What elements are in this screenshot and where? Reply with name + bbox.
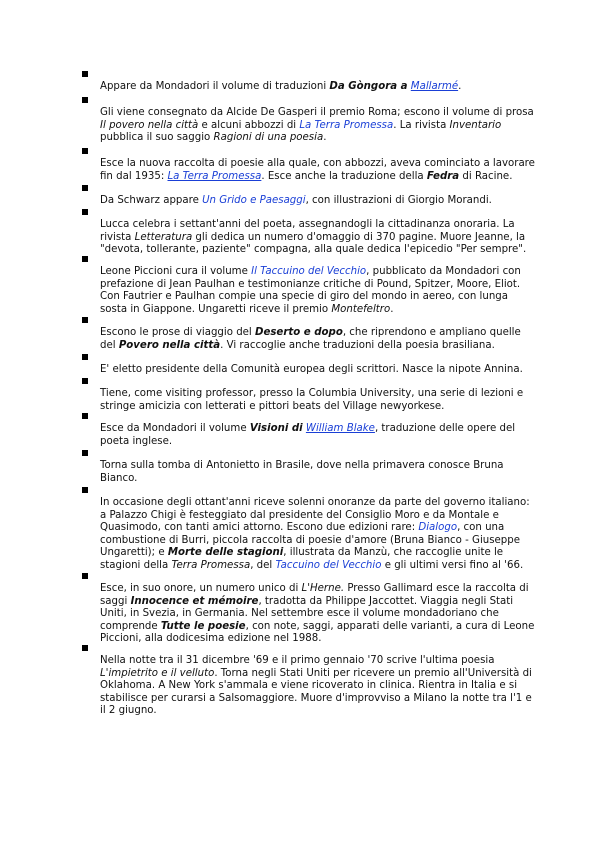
text-run: , con illustrazioni di Giorgio Morandi. [305,195,492,206]
text-run: , con note, saggi, apparati delle varianti, a cura di Leone Piccioni, alla dodicesima edizione nel 1988. [100,620,535,645]
list-item [86,378,536,413]
text-run: . [323,132,327,144]
list-item [86,97,536,145]
text-run: , pubblicato da Mondadori con prefazione di Jean Paulhan e testimonianze critiche di Pound, Spitzer, Moore, Eliot. Con Fautrier e Paulhan compie una specie di giro del mondo in aereo, con lunga sosta in Giappone. Ungaretti riceve il premio [100,266,521,315]
list-item [86,450,536,485]
title-link[interactable]: La Terra Promessa [299,119,394,131]
entry-text [100,450,536,485]
text-run: e gli ultimi versi fino al '66. [381,559,524,571]
bullet-icon [82,71,88,77]
entry-text [100,71,536,94]
title-link[interactable]: Taccuino del Vecchio [275,559,382,571]
bold-title: Da Gòngora a [329,81,408,92]
italic-title: Il povero nella città [100,119,199,131]
list-item [86,148,536,183]
text-run: , del [250,559,276,571]
text-run: Escono le prose di viaggio del [100,327,255,338]
text-run: Gli viene consegnato da Alcide De Gasperi il premio Roma; escono il volume di prosa [100,107,534,118]
bold-title: Tutte le poesie [160,620,246,632]
bullet-icon [82,185,88,191]
bullet-icon [82,573,88,579]
text-run: . La rivista [393,119,450,131]
text-run: . Vi raccoglie anche traduzioni della poesia brasiliana. [220,339,495,351]
bullet-icon [82,317,88,323]
list-item [86,71,536,94]
bold-title: Innocence et mémoire [130,595,259,607]
entry-text [100,97,536,145]
title-link[interactable]: William Blake [305,423,375,434]
list-item [86,209,536,257]
bullet-icon [82,97,88,103]
text-run: . Torna negli Stati Uniti per ricevere un premio all'Università di Oklahoma. A New York s'ammala e viene ricoverato in clinica. Rientra in Italia e si stabilisce per curarsi a Salsomaggiore. Muore d'improvviso a Milano la notte tra l'1 e il 2 giugno. [100,667,532,717]
title-link[interactable]: Il Taccuino del Vecchio [251,266,367,277]
text-run: Presso Gallimard esce la raccolta di saggi [100,583,529,607]
title-link[interactable]: Dialogo [418,522,458,534]
text-run: Da Schwarz appare [100,195,203,206]
text-run: , traduzione delle opere del poeta inglese. [100,423,516,447]
title-link[interactable]: Un Grido e Paesaggi [202,195,306,206]
list-item [86,413,536,448]
bold-title: Morte delle stagioni [167,547,284,559]
italic-title: L'Herne. [301,583,345,594]
text-run: Nella notte tra il 31 dicembre '69 e il primo gennaio '70 scrive l'ultima poesia [100,655,495,666]
bullet-icon [82,256,88,262]
text-run: Tiene, come visiting professor, presso la Columbia University, una serie di lezioni e stringe amicizia con letterati e pittori beats del Village newyorkese. [100,388,524,412]
bullet-icon [82,450,88,456]
entry-text [100,378,536,413]
text-run: Leone Piccioni cura il volume [100,266,252,277]
text-run: , illustrata da Manzù, che raccoglie unite le stagioni della [100,547,504,571]
title-link[interactable]: La Terra Promessa [167,170,262,182]
entry-text [100,256,536,316]
text-run: E' eletto presidente della Comunità europea degli scrittori. Nasce la nipote Annina. [100,364,523,375]
text-run: Lucca celebra i settant'anni del poeta, assegnandogli la cittadinanza onoraria. La rivista [100,219,515,243]
bullet-icon [82,148,88,154]
entry-text [100,185,536,208]
bullet-icon [82,645,88,651]
bold-title: Visioni di [249,423,303,434]
italic-title: Letteratura [134,231,193,243]
bullet-icon [82,487,88,493]
text-run: gli dedica un numero d'omaggio di 370 pagine. Muore Jeanne, la "devota, tollerante, paziente" compagna, alla quale dedica l'epicedio "Per sempre". [100,231,527,256]
entry-text [100,209,536,257]
text-run: Esce da Mondadori il volume [100,423,250,434]
bullet-icon [82,413,88,419]
entry-text [100,573,536,646]
text-run: . [390,303,394,315]
bullet-icon [82,354,88,360]
text-run: , che riprendono e ampliano quelle del [100,327,521,351]
italic-title: Terra Promessa [171,559,251,571]
text-run: . [458,81,462,92]
italic-title: Montefeltro [331,303,391,315]
text-run: Appare da Mondadori il volume di traduzioni [100,81,330,92]
text-run: di Racine. [459,170,513,182]
title-link[interactable]: Mallarmé [410,81,459,92]
entry-text [100,413,536,448]
bold-title: Povero nella città [118,339,221,351]
text-run: Esce la nuova raccolta di poesie alla quale, con abbozzi, aveva cominciato a lavorare fin dal 1935: [100,158,535,182]
italic-title: Ragioni di una poesia [213,132,324,144]
entry-text [100,317,536,352]
text-run: e alcuni abbozzi di [198,119,300,131]
text-run: Esce, in suo onore, un numero unico di [100,583,302,594]
list-item [86,487,536,573]
list-item [86,185,536,208]
text-run: , tradotta da Philippe Jaccottet. Viaggia negli Stati Uniti, in Svezia, in Germania. Nel settembre esce il volume mondadoriano che comprende [100,595,514,632]
list-item [86,256,536,316]
text-run: , con una combustione di Burri, piccola raccolta di poesie d'amore (Bruna Bianco - Giuseppe Ungaretti); e [100,522,521,559]
bold-title: Deserto e dopo [255,327,343,338]
bold-title: Fedra [426,170,460,182]
list-item [86,354,536,377]
entry-text [100,487,536,573]
text-run: In occasione degli ottant'anni riceve solenni onoranze da parte del governo italiano: a Palazzo Chigi è festeggiato dal presidente del Consiglio Moro e da Montale e Quasimodo, con tanti amici attorno. Escono due edizioni rare: [100,497,530,534]
text-run: Torna sulla tomba di Antonietto in Brasile, dove nella primavera conosce Bruna Bianco. [100,460,504,484]
bullet-icon [82,209,88,215]
text-run: pubblica il suo saggio [100,132,214,144]
list-item [86,317,536,352]
entry-text [100,645,536,718]
text-run: . Esce anche la traduzione della [261,170,427,182]
list-item [86,573,536,646]
bullet-icon [82,378,88,384]
italic-title: Inventario [449,119,502,131]
entry-text [100,354,536,377]
list-item [86,645,536,718]
italic-title: L'impietrito e il velluto [100,667,215,679]
entry-text [100,148,536,183]
